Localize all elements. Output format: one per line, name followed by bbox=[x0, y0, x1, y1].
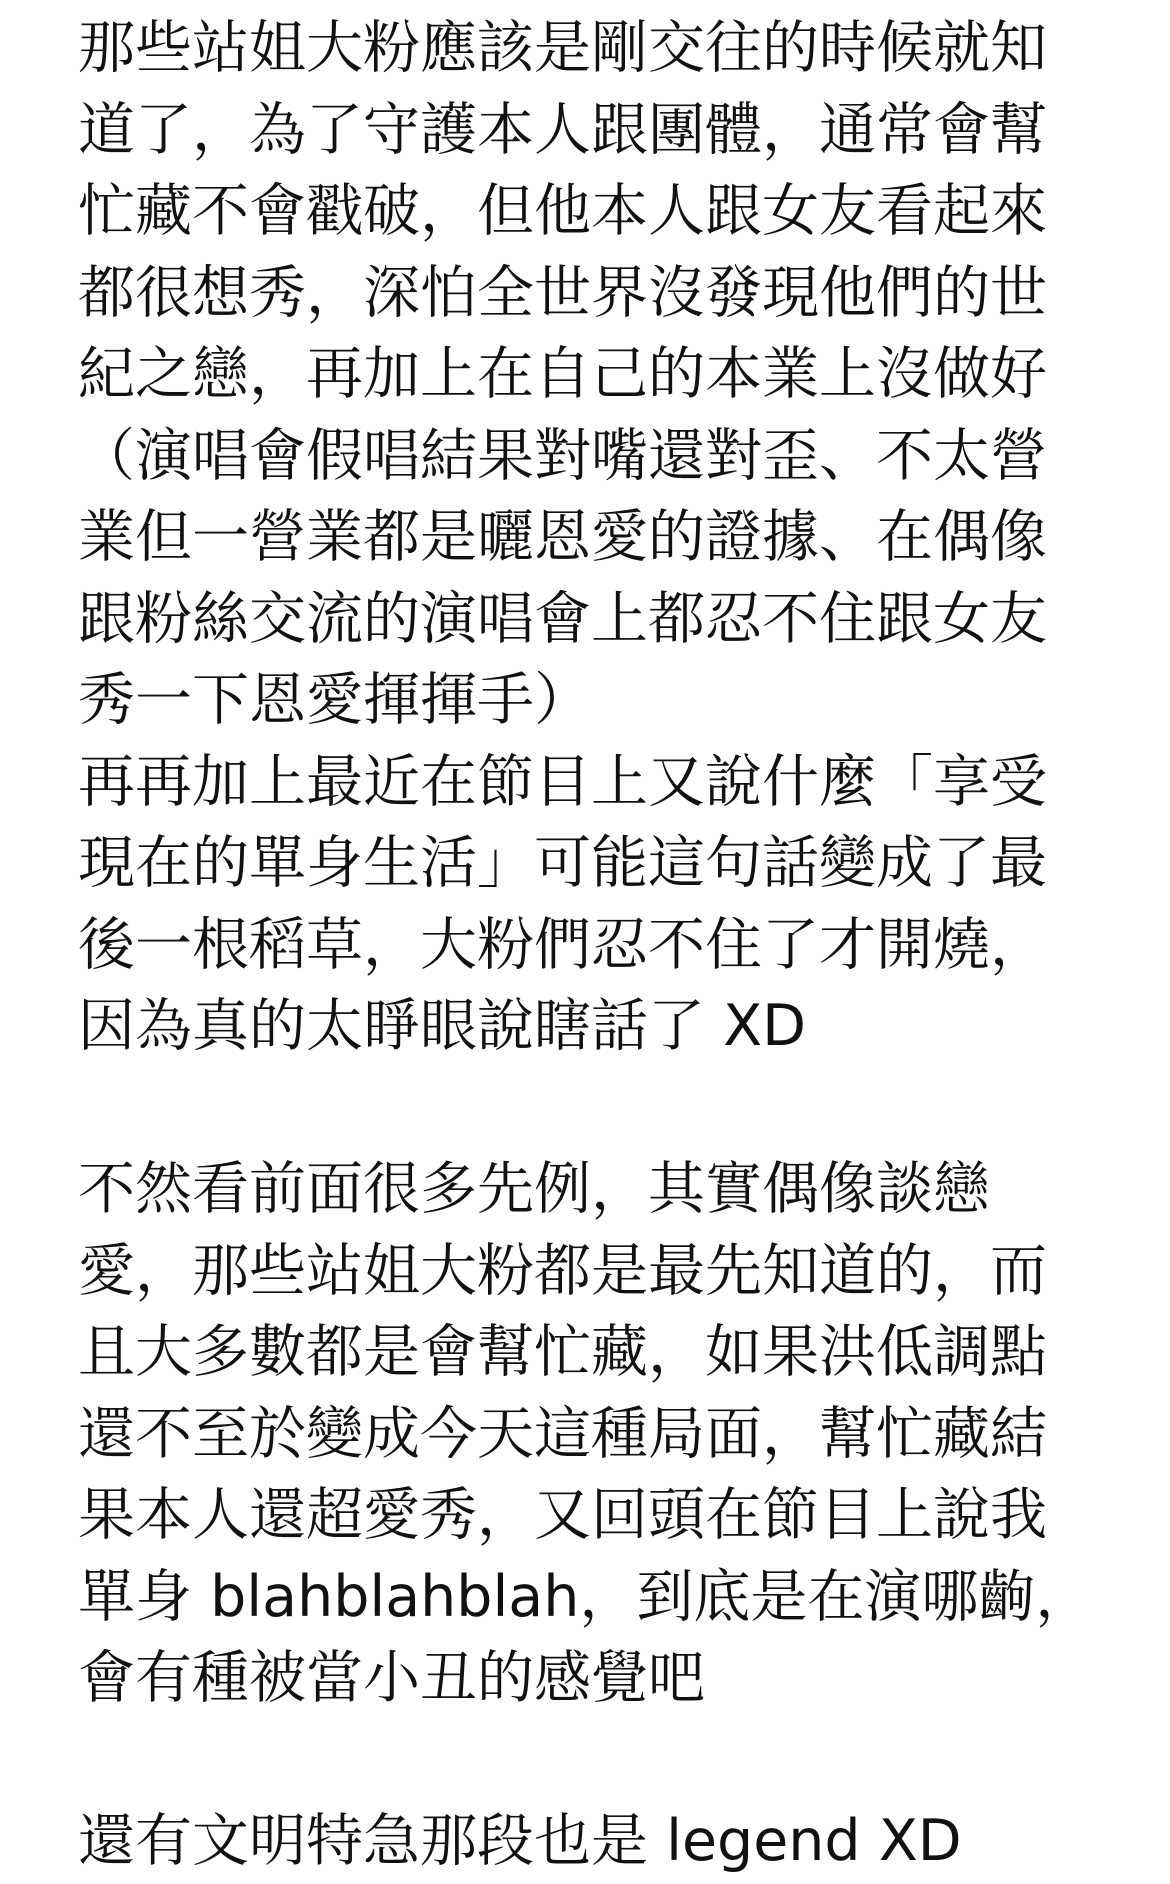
post-body bbox=[78, 8, 1093, 1883]
paragraph-1 bbox=[78, 8, 1088, 1068]
text-line: 還不至於變成今天這種局面，幫忙藏結 bbox=[78, 1400, 1047, 1467]
paragraph-3 bbox=[78, 1801, 1088, 1883]
text-line: 業但一營業都是曬恩愛的證據、在偶像 bbox=[78, 504, 1047, 570]
text-line: 跟粉絲交流的演唱會上都忍不住跟女友 bbox=[78, 585, 1047, 652]
text-line: 忙藏不會戳破，但他本人跟女友看起來 bbox=[78, 178, 1047, 244]
text-line: （演唱會假唱結果對嘴還對歪、不太營 bbox=[78, 422, 1047, 489]
text-line: 再再加上最近在節目上又說什麼「享受 bbox=[78, 748, 1047, 815]
paragraph-2 bbox=[78, 1149, 1093, 1720]
text-line: 道了，為了守護本人跟團體，通常會幫 bbox=[78, 96, 1047, 163]
text-line: 都很想秀，深怕全世界沒發現他們的世 bbox=[78, 259, 1047, 326]
text-line: 會有種被當小丑的感覺吧 bbox=[78, 1645, 705, 1711]
text-line: 紀之戀，再加上在自己的本業上沒做好 bbox=[78, 341, 1047, 407]
paragraph-spacer bbox=[78, 1068, 1088, 1150]
text-line: 且大多數都是會幫忙藏，如果洪低調點 bbox=[78, 1319, 1047, 1385]
text-line: 秀一下恩愛揮揮手） bbox=[78, 667, 591, 733]
text-line: 果本人還超愛秀，又回頭在節目上說我 bbox=[78, 1482, 1047, 1548]
text-line: 現在的單身生活」可能這句話變成了最 bbox=[78, 830, 1047, 896]
paragraph-spacer bbox=[78, 1720, 1088, 1802]
text-line: 愛，那些站姐大粉都是最先知道的，而 bbox=[78, 1237, 1047, 1304]
text-line: 不然看前面很多先例，其實偶像談戀 bbox=[78, 1156, 990, 1222]
text-line: 後一根稻草，大粉們忍不住了才開燒， bbox=[78, 911, 1047, 978]
text-line: 那些站姐大粉應該是剛交往的時候就知 bbox=[78, 15, 1047, 81]
text-line: 單身 blahblahblah，到底是在演哪齣， bbox=[78, 1563, 1093, 1630]
text-line: 因為真的太睜眼說瞎話了 XD bbox=[78, 993, 807, 1059]
text-line: 還有文明特急那段也是 legend XD bbox=[78, 1808, 962, 1874]
